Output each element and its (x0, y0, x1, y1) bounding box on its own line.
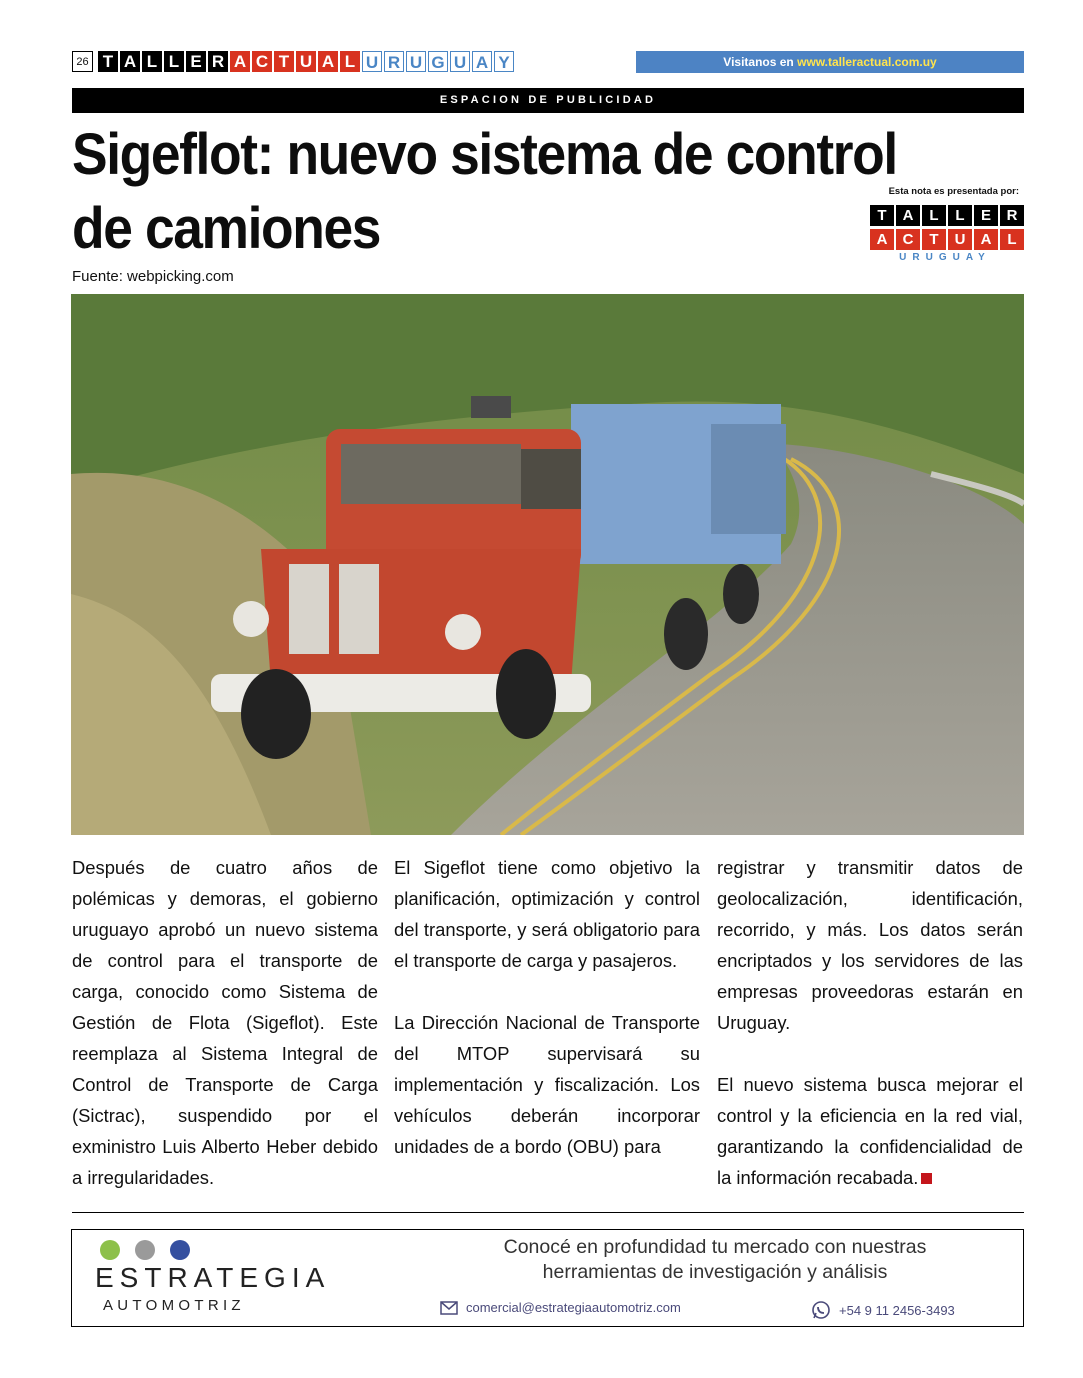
brand-dot-green (100, 1240, 120, 1260)
paragraph: La Dirección Nacional de Transporte del MTOP supervisará su implementación y fiscalización. Los vehículos deberán incorporar unidades de a bordo (OBU) para (394, 1012, 700, 1157)
truck-photo (71, 294, 1024, 835)
logo-letter: A (870, 229, 894, 250)
paragraph: Después de cuatro años de polémicas y demoras, el gobierno uruguayo aprobó un nuevo sistema de control para el transporte de carga, conocido como Sistema de Gestión de Flota (Sigeflot). Este reemplaza al Sistema Integral de Control de Transporte de Carga (Sictrac), suspendido por el exministro Luis Alberto Heber debido a irregularidades. (72, 857, 378, 1188)
masthead-letter-blue: A (472, 51, 492, 72)
presented-by-label: Esta nota es presentada por: (888, 186, 1019, 197)
logo-letter: T (922, 229, 946, 250)
masthead-letter-red: A (230, 51, 250, 72)
ad-brand-name: ESTRATEGIA (95, 1262, 331, 1293)
masthead-letter-blue: R (384, 51, 404, 72)
article-source: Fuente: webpicking.com (72, 268, 234, 285)
article-title: Sigeflot: nuevo sistema de control de camiones (72, 122, 897, 261)
masthead-letter-blue: U (362, 51, 382, 72)
visit-banner (636, 51, 1024, 73)
envelope-icon (440, 1301, 458, 1315)
brand-dot-gray (135, 1240, 155, 1260)
ad-brand-subtitle: AUTOMOTRIZ (103, 1297, 245, 1314)
whatsapp-icon (811, 1300, 831, 1320)
logo-letter: U (948, 229, 972, 250)
ad-email[interactable] (440, 1300, 681, 1315)
masthead-letter-black: R (208, 51, 228, 72)
masthead-letter-blue: U (406, 51, 426, 72)
logo-subtitle: URUGUAY (899, 252, 991, 263)
masthead-letter-black: E (186, 51, 206, 72)
logo-letter: R (1000, 205, 1024, 226)
ad-phone[interactable] (811, 1300, 955, 1320)
paragraph: registrar y transmitir datos de geolocalización, identificación, recorrido, y más. Los datos serán encriptados y los servidores de las empresas proveedoras estarán en Uruguay. (717, 857, 1023, 1033)
logo-letter: L (922, 205, 946, 226)
logo-letter: A (896, 205, 920, 226)
masthead-letter-red: U (296, 51, 316, 72)
brand-dots (100, 1240, 205, 1260)
masthead-letter-black: L (164, 51, 184, 72)
logo-letter: T (870, 205, 894, 226)
ad-headline (420, 1235, 1010, 1285)
masthead-letter-black: L (142, 51, 162, 72)
logo-letter: L (1000, 229, 1024, 250)
logo-row-actual (870, 229, 1026, 250)
visit-url-link[interactable]: www.talleractual.com.uy (797, 55, 937, 69)
logo-letter: C (896, 229, 920, 250)
masthead-letter-red: T (274, 51, 294, 72)
masthead-letter-red: L (340, 51, 360, 72)
ad-phone-text: +54 9 11 2456-3493 (839, 1302, 955, 1318)
logo-letter: E (974, 205, 998, 226)
masthead-logo (98, 51, 516, 72)
ad-headline-line: herramientas de investigación y análisis (542, 1261, 888, 1283)
paragraph (717, 1069, 1023, 1193)
masthead-letter-red: C (252, 51, 272, 72)
article-column-2 (394, 852, 700, 1162)
paragraph: El Sigeflot tiene como objetivo la planificación, optimización y control del transporte, y será obligatorio para el transporte de carga y pasajeros. (394, 857, 700, 971)
logo-letter: A (974, 229, 998, 250)
article-column-3 (717, 852, 1023, 1193)
paragraph-text: El nuevo sistema busca mejorar el control y la eficiencia en la red vial, garantizando la confidencialidad de la información recabada. (717, 1074, 1023, 1188)
masthead-letter-black: A (120, 51, 140, 72)
ad-headline-line: Conocé en profundidad tu mercado con nuestras (503, 1236, 927, 1258)
masthead-letter-blue: Y (494, 51, 514, 72)
divider (72, 1212, 1024, 1213)
logo-row-taller (870, 205, 1026, 226)
masthead-letter-blue: G (428, 51, 448, 72)
visit-prefix: Visitanos en (723, 55, 794, 69)
masthead-letter-blue: U (450, 51, 470, 72)
article-column-1 (72, 852, 378, 1193)
taller-actual-logo (870, 205, 1026, 263)
section-label: ESPACION DE PUBLICIDAD (72, 88, 1024, 113)
page-number: 26 (72, 51, 93, 72)
ad-email-text: comercial@estrategiaautomotriz.com (466, 1300, 681, 1315)
masthead-letter-black: T (98, 51, 118, 72)
brand-dot-blue (170, 1240, 190, 1260)
logo-letter: L (948, 205, 972, 226)
masthead-letter-red: A (318, 51, 338, 72)
end-of-article-icon (921, 1173, 932, 1184)
